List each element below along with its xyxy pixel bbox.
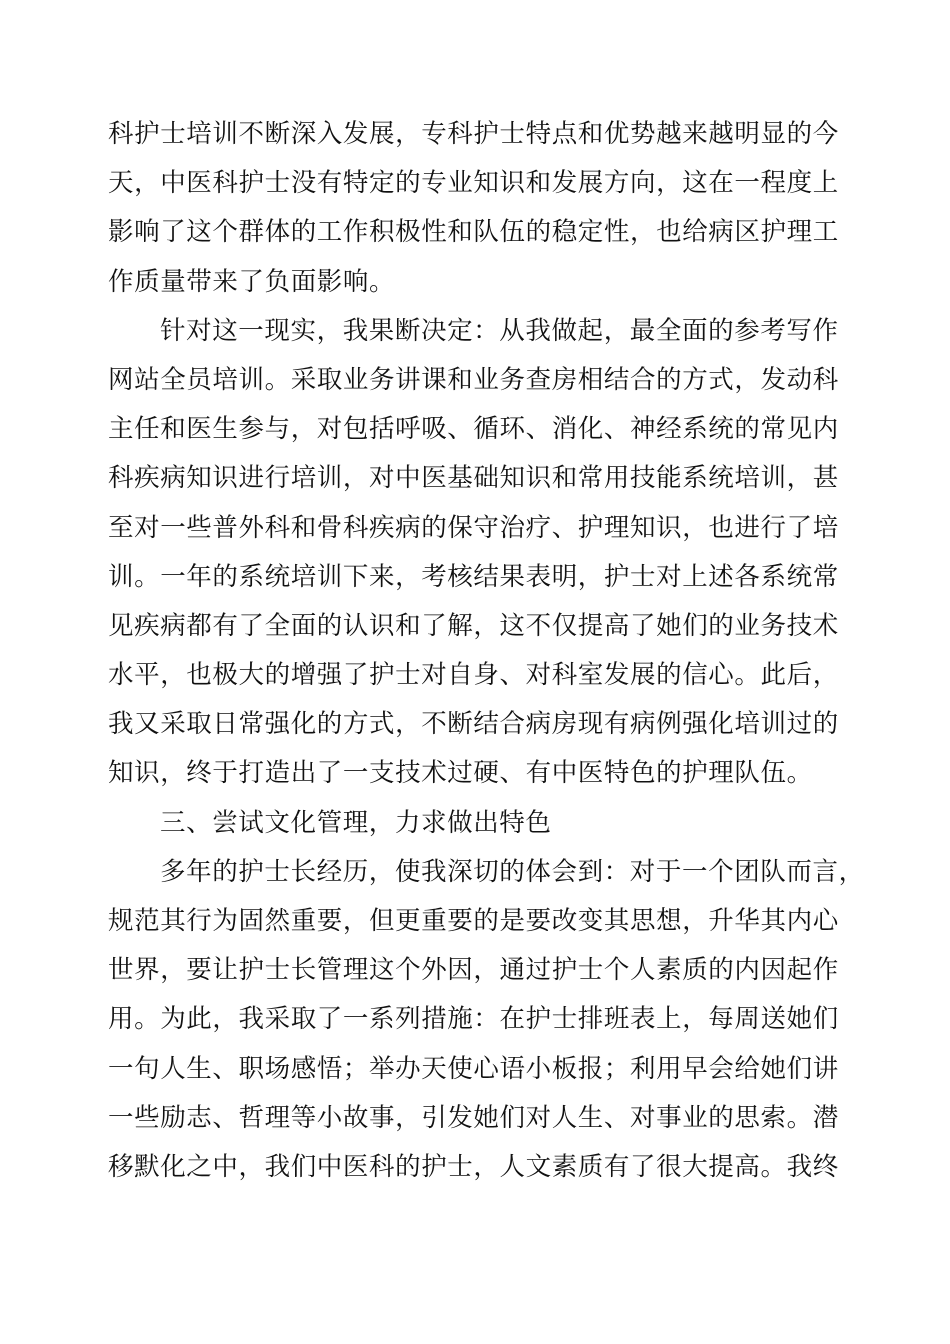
text-line: 科护士培训不断深入发展，专科护士特点和优势越来越明显的今: [108, 119, 839, 149]
text-line: 影响了这个群体的工作积极性和队伍的稳定性，也给病区护理工: [108, 217, 839, 248]
paragraph-start-line: 多年的护士长经历，使我深切的体会到：对于一个团队而言，: [160, 856, 865, 887]
text-line: 知识，终于打造出了一支技术过硬、有中医特色的护理队伍。: [108, 758, 813, 789]
text-line: 移默化之中，我们中医科的护士，人文素质有了很大提高。我终: [108, 1151, 839, 1182]
text-line: 一句人生、职场感悟；举办天使心语小板报；利用早会给她们讲: [108, 1053, 839, 1084]
text-line: 网站全员培训。采取业务讲课和业务查房相结合的方式，发动科: [108, 364, 839, 395]
text-line: 见疾病都有了全面的认识和了解，这不仅提高了她们的业务技术: [108, 610, 839, 641]
text-line: 规范其行为固然重要，但更重要的是要改变其思想，升华其内心: [108, 906, 839, 936]
document-body: [108, 110, 868, 1192]
text-line: 作质量带来了负面影响。: [108, 266, 396, 297]
text-line: 主任和医生参与，对包括呼吸、循环、消化、神经系统的常见内: [108, 414, 839, 445]
text-line: 水平，也极大的增强了护士对自身、对科室发展的信心。此后，: [108, 660, 839, 691]
text-line: 我又采取日常强化的方式，不断结合病房现有病例强化培训过的: [108, 709, 839, 740]
paragraph-start-line: 针对这一现实，我果断决定：从我做起，最全面的参考写作: [160, 315, 839, 346]
text-line: 世界，要让护士长管理这个外因，通过护士个人素质的内因起作: [108, 955, 839, 986]
text-line: 训。一年的系统培训下来，考核结果表明，护士对上述各系统常: [108, 561, 839, 592]
text-line: 科疾病知识进行培训，对中医基础知识和常用技能系统培训，甚: [108, 463, 839, 494]
text-line: 用。为此，我采取了一系列措施：在护士排班表上，每周送她们: [108, 1004, 839, 1035]
text-line: 天，中医科护士没有特定的专业知识和发展方向，这在一程度上: [108, 168, 839, 199]
text-line: 一些励志、哲理等小故事，引发她们对人生、对事业的思索。潜: [108, 1102, 839, 1133]
text-line: 至对一些普外科和骨科疾病的保守治疗、护理知识，也进行了培: [108, 512, 839, 543]
section-heading: 三、尝试文化管理，力求做出特色: [160, 807, 552, 838]
